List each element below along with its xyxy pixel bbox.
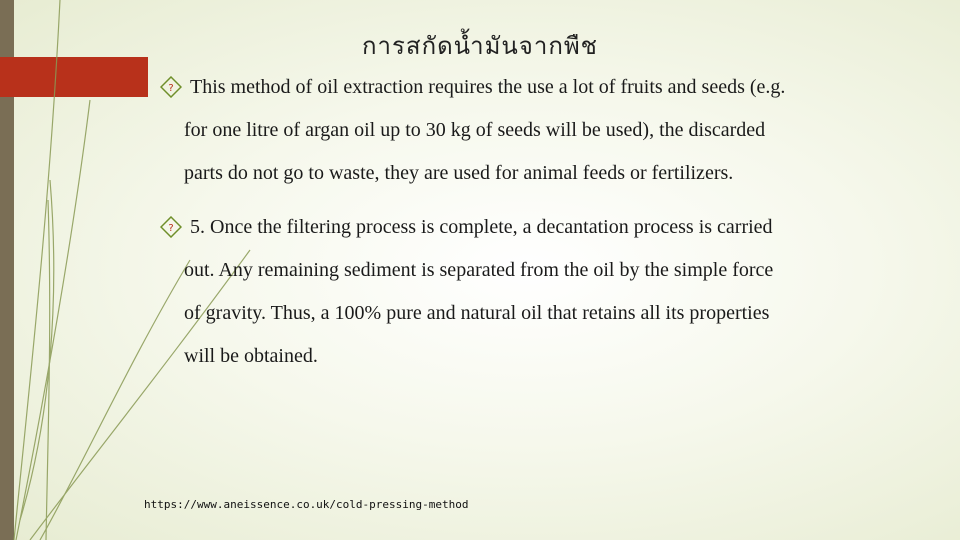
bullet-1-line-2: for one litre of argan oil up to 30 kg of seeds will be used), the discarded xyxy=(184,119,766,141)
bullet-item-1 xyxy=(160,66,920,195)
diamond-question-icon xyxy=(160,216,182,238)
bullet-1-line-3: parts do not go to waste, they are used for animal feeds or fertilizers. xyxy=(184,162,734,184)
bullet-2-line-3: of gravity. Thus, a 100% pure and natural oil that retains all its properties xyxy=(184,302,770,324)
source-link[interactable]: https://www.aneissence.co.uk/cold-pressing-method xyxy=(144,498,469,511)
bullet-1-line-1: This method of oil extraction requires the use a lot of fruits and seeds (e.g. xyxy=(190,76,786,98)
bullet-2-line-1: 5. Once the filtering process is complete, a decantation process is carried xyxy=(190,216,773,238)
diamond-question-icon xyxy=(160,76,182,98)
bullet-item-2 xyxy=(160,206,920,378)
bullet-2-line-2: out. Any remaining sediment is separated from the oil by the simple force xyxy=(184,259,774,281)
bullet-2-line-4: will be obtained. xyxy=(184,345,318,367)
svg-text:?: ? xyxy=(168,83,174,94)
slide-title: การสกัดน้ำมันจากพืช xyxy=(362,34,598,60)
svg-text:?: ? xyxy=(168,223,174,234)
